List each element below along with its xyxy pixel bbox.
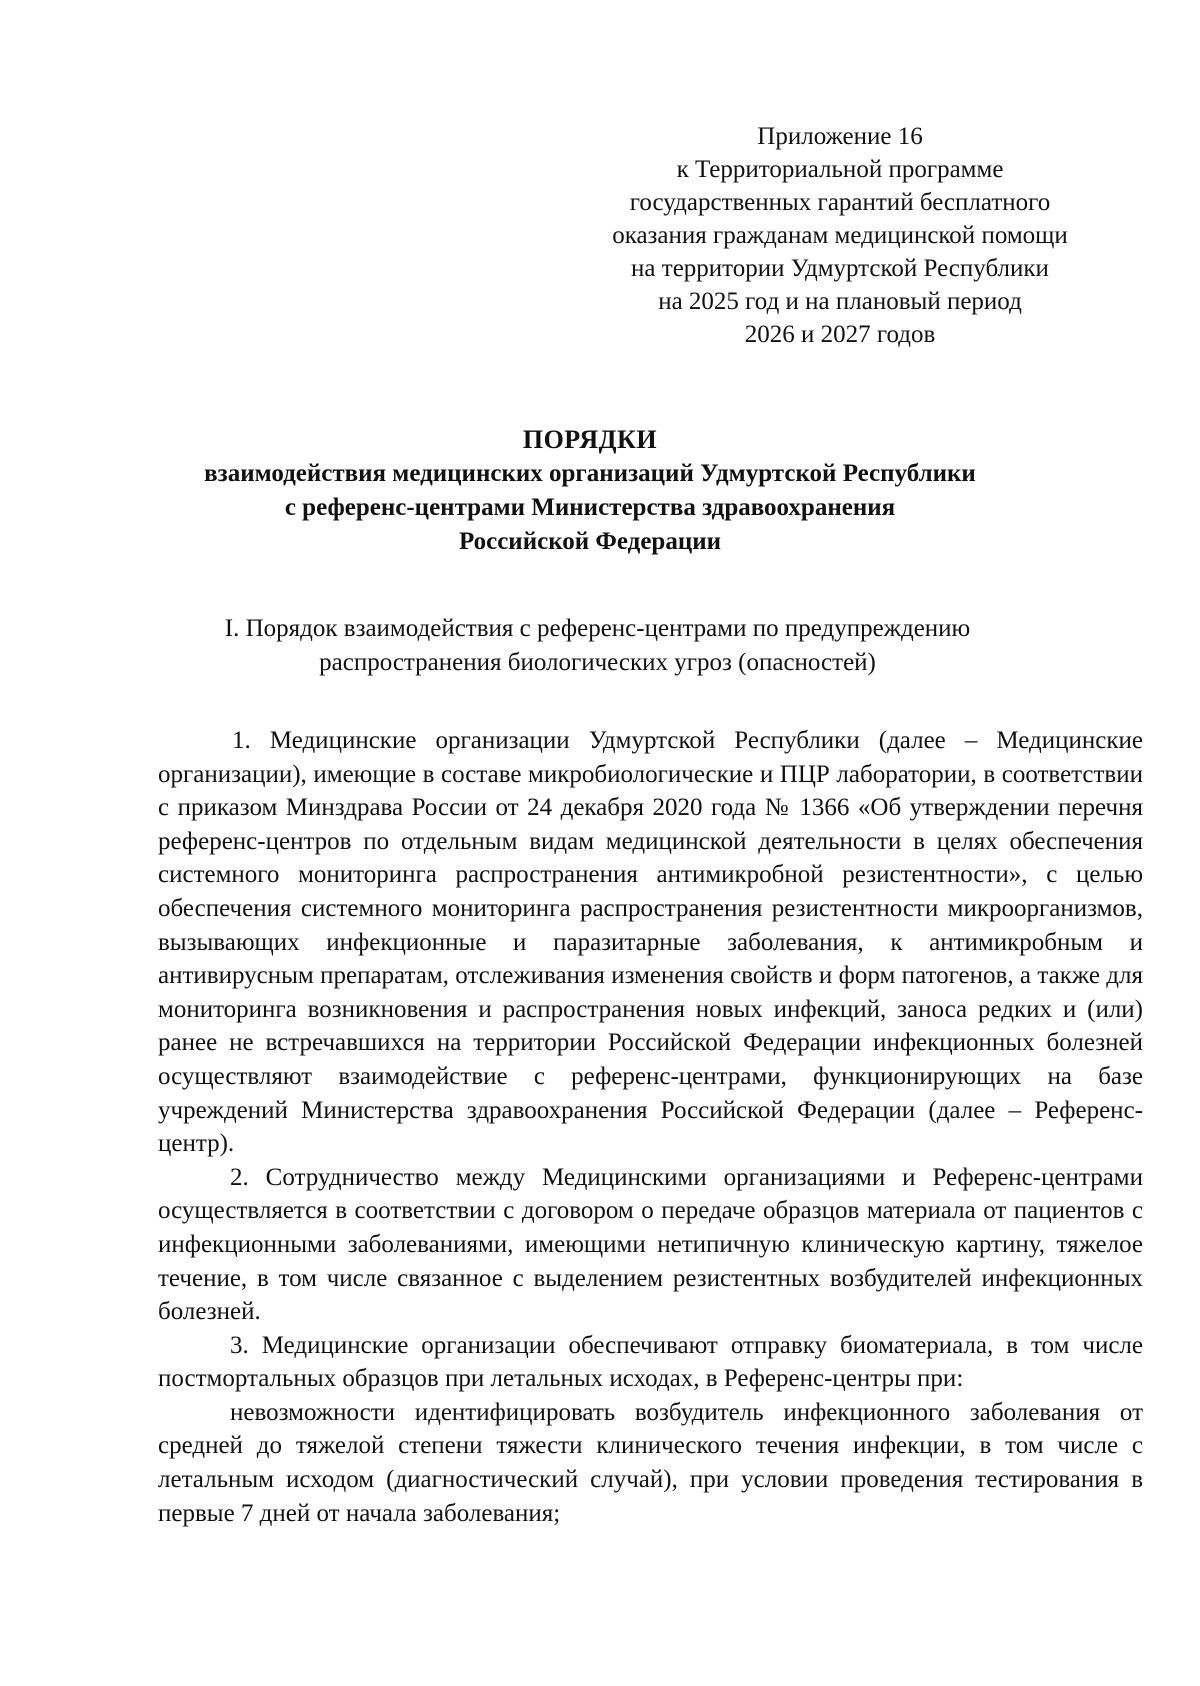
appendix-line-1: Приложение 16 — [757, 123, 923, 150]
appendix-line-4: оказания гражданам медицинской помощи — [612, 222, 1068, 249]
paragraph-4: невозможности идентифицировать возбудитель инфекционного заболевания от средней до тяжелой степени тяжести клинического течения инфекции, в том числе с летальным исходом (диагностический случай), при условии проведения тестирования в первые 7 дней от начала заболевания; — [158, 1398, 1143, 1527]
document-title — [140, 423, 1040, 559]
appendix-line-7: 2026 и 2027 годов — [744, 321, 936, 348]
section-line-1: I. Порядок взаимодействия с референс-центрами по предупреждению — [224, 615, 971, 642]
section-heading — [140, 612, 1055, 680]
document-body — [158, 724, 1143, 1530]
title-line-1: взаимодействия медицинских организаций Удмуртской Республики — [204, 460, 976, 487]
section-line-2: распространения биологических угроз (опасностей) — [319, 649, 876, 676]
appendix-line-5: на территории Удмуртской Республики — [631, 255, 1049, 282]
appendix-line-3: государственных гарантий бесплатного — [629, 189, 1051, 216]
title-heading: ПОРЯДКИ — [522, 425, 658, 454]
paragraph-1: 1. Медицинские организации Удмуртской Республики (далее – Медицинские организации), имеющие в составе микробиологические и ПЦР лаборатории, в соответствии с приказом Минздрава России от 24 декабря 2020 года № 1366 «Об утверждении перечня референс-центров по отдельным видам медицинской деятельности в целях обеспечения системного мониторинга распространения антимикробной резистентности», с целью обеспечения системного мониторинга распространения резистентности микроорганизмов, вызывающих инфекционные и паразитарные заболевания, к антимикробным и антивирусным препаратам, отслеживания изменения свойств и форм патогенов, а также для мониторинга возникновения и распространения новых инфекций, заноса редких и (или) ранее не встречавшихся на территории Российской Федерации инфекционных болезней осуществляют взаимодействие с референс-центрами, функционирующих на базе учреждений Министерства здравоохранения Российской Федерации (далее – Референс-центр). — [158, 727, 1143, 1158]
appendix-line-2: к Территориальной программе — [676, 156, 1004, 183]
title-line-2: с референс-центрами Министерства здравоохранения — [284, 494, 896, 521]
appendix-header — [570, 120, 1110, 351]
paragraph-2: 2. Сотрудничество между Медицинскими организациями и Референс-центрами осуществляется в соответствии с договором о передаче образцов материала от пациентов с инфекционными заболеваниями, имеющими нетипичную клиническую картину, тяжелое течение, в том числе связанное с выделением резистентных возбудителей инфекционных болезней. — [158, 1163, 1143, 1326]
paragraph-3: 3. Медицинские организации обеспечивают отправку биоматериала, в том числе постмортальных образцов при летальных исходах, в Референс-центры при: — [158, 1331, 1143, 1393]
title-line-3: Российской Федерации — [458, 528, 722, 555]
appendix-line-6: на 2025 год и на плановый период — [658, 288, 1022, 315]
